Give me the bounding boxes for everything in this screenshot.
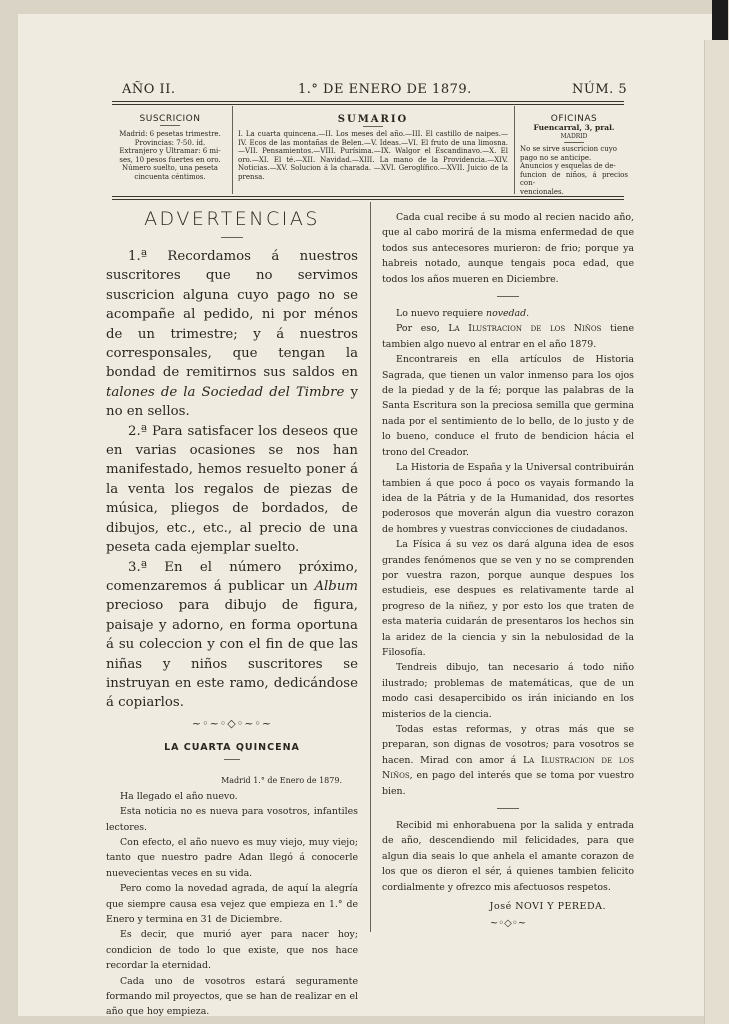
advertencia-text: Para satisfacer los deseos que en varias ocasiones se nos han manifestado, hemos resuelto poner á la venta los regalos de piezas de música, pliegos de bordados, de dibujos, etc., etc., al precio de una peseta cada ejemplar suelto. [106, 423, 358, 556]
advertencias-body [106, 247, 358, 713]
italic-run: novedad [486, 308, 527, 320]
publication-name: La Ilustracion de los Niños [448, 323, 602, 335]
oficinas-dash [564, 142, 584, 143]
left-column [106, 204, 358, 1018]
right-body [382, 210, 634, 895]
paragraph: Pero como la novedad agrada, de aquí la alegría que siempre causa esa vejez que empieza en 1.° de Enero y termina en 31 de Diciembre. [106, 883, 358, 925]
paragraph: Es decir, que murió ayer para nacer hoy; condicion de todo lo que existe, que nos hace recordar la eternidad. [106, 929, 358, 972]
oficinas-lines [520, 145, 628, 196]
suscricion-line: Madrid: 6 pesetas trimestre. [119, 130, 221, 138]
suscricion-lines [112, 130, 228, 181]
paragraph: Tendreis dibujo, tan necesario á todo niño ilustrado; problemas de matemáticas, que de un modo casi desapercibido os irán iniciando en los misterios de la ciencia. [382, 662, 634, 720]
paragraph [382, 722, 634, 799]
header-rule-bottom-thin [112, 199, 624, 200]
sumario-title: SUMARIO [337, 114, 409, 125]
text-run: , en pago del interés que se toma por vuestro bien. [382, 770, 634, 797]
signature: José NOVI Y PEREDA. [489, 901, 606, 913]
text-run: . [526, 308, 530, 320]
suscricion-line: Provincias: 7·50. íd. [134, 138, 206, 147]
paragraph [382, 321, 634, 352]
paragraph: La Física á su vez os dará alguna idea de esos grandes fenómenos que se ven y no se comprenden por vuestra razon, porque aunque despues los estudieis, ese despues es relativamente tarde al progreso de la niñez, y por esto los que traten de esta materia cuidarán de presentaros los hechos sin la aridez de la ciencia y sin la nebulosidad de la Filosofía. [382, 539, 634, 658]
suscricion-line: Extranjero y Ultramar: 6 mi- [119, 147, 221, 155]
oficinas-title: OFICINAS [550, 114, 598, 124]
advertencias-title: ADVERTENCIAS [144, 208, 320, 230]
suscricion-line: Número suelto, una peseta [122, 164, 218, 172]
paragraph: Ha llegado el año nuevo. [120, 790, 238, 802]
column-rule [370, 202, 371, 932]
section-dash [497, 296, 519, 297]
advertencia-1 [106, 247, 358, 422]
text-run: tiene tambien algo nuevo al entrar en el año 1879. [382, 323, 634, 350]
ornament-divider: ~◦~◦◇◦~◦~ [191, 716, 273, 730]
oficinas-line: vencionales. [520, 187, 564, 196]
quincena-dateline: Madrid 1.° de Enero de 1879. [221, 775, 342, 785]
ornament-divider: ~◦◇◦~ [489, 918, 527, 930]
right-column [382, 210, 634, 932]
box-separator [514, 106, 515, 194]
sumario-dash [363, 126, 383, 127]
oficinas-city: MADRID [560, 132, 588, 140]
suscricion-title: SUSCRICION [139, 114, 201, 124]
suscricion-dash [160, 125, 180, 126]
paragraph: Esta noticia no es nueva para vosotros, infantiles lectores. [106, 806, 358, 833]
masthead-date: 1.° DE ENERO DE 1879. [298, 82, 472, 97]
advertencia-italic: Album [314, 578, 358, 594]
masthead-year: AÑO II. [122, 82, 176, 97]
masthead-rule-top [112, 101, 624, 102]
paragraph: Cada uno de vosotros estará seguramente formando mil proyectos, que se han de realizar en el año que hoy empieza. [106, 975, 358, 1018]
advertencia-text: y no en sellos. [106, 384, 358, 420]
advertencias-dash [221, 237, 243, 238]
quincena-dash [224, 759, 240, 760]
header-rule-bottom [112, 196, 624, 197]
quincena-body [106, 789, 358, 1020]
text-run: Todas estas reformas, y otras más que se preparan, son dignas de vosotros; para vosotros se hacen. Mirad con amor á [382, 724, 634, 766]
section-dash [497, 808, 519, 809]
oficinas-line: Anuncios y esquelas de de- [520, 162, 616, 170]
text-run: Lo nuevo requiere [396, 308, 487, 320]
advertencia-text: precioso para dibujo de figura, paisaje y adorno, en forma oportuna á su coleccion y con el fin de que las niñas y niños suscritores se instruyan en este ramo, dedicándose á copiarlos. [106, 598, 358, 711]
masthead-rule-top-thin [112, 104, 624, 105]
quincena-title: LA CUARTA QUINCENA [164, 741, 300, 753]
box-separator [232, 106, 233, 194]
advertencia-2 [106, 422, 358, 558]
suscricion-line: cincuenta céntimos. [134, 172, 206, 181]
sumario-box [238, 106, 508, 194]
oficinas-line: pago no se anticipe. [520, 153, 592, 162]
advertencia-text: Recordamos á nuestros suscritores que no servimos suscricion alguna cuyo pago no se acompañe al pedido, ni por ménos de un trimestre; y á nuestros corresponsales, que tengan la bondad de remitirnos sus saldos en [106, 249, 358, 381]
advertencia-3 [106, 558, 358, 713]
suscricion-line: ses, 10 pesos fuertes en oro. [119, 155, 221, 164]
page-edge-strip [704, 40, 729, 1024]
paragraph: Recibid mi enhorabuena por la salida y entrada de año, descendiendo mil felicidades, para que algun dia seais lo que anhela el amante corazon de los que os dieron el sér, á quienes tambien felicito cordialmente y ofrezco mis afectuosos respetos. [382, 820, 634, 893]
publication-name: La Ilustracion de los Niños [382, 754, 635, 782]
paragraph: La Historia de España y la Universal contribuirán tambien á que poco á poco os vayais formando la idea de la Pátria y de la Humanidad, dos resortes poderosos que moverán algun dia vuestro corazon de hombres y vuestras convicciones de ciudadanos. [382, 462, 634, 535]
oficinas-line: No se sirve suscricion cuyo [520, 145, 617, 153]
paragraph: Cada cual recibe á su modo al recien nacido año, que al cabo morirá de la misma enfermedad de que todos sus antecesores murieron: de frio; porque ya habreis notado, aunque tengais poca edad, que todos los años mueren en Diciembre. [382, 212, 634, 285]
sumario-text: I. La cuarta quincena.—II. Los meses del año.—III. El castillo de naipes.—IV. Ecos de las montañas de Belen.—V. Ideas.—VI. El fruto de una limosna.—VII. Pensamientos.—VIII. Purísima.—IX. Walgor el Escandinavo.—X. El oro.—XI. El té.—XII. Navidad.—XIII. La mano de la Providencia.—XIV. Noticias.—XV. Solucion á la charada. —XVI. Geroglífico.—XVII. Juicio de la prensa. [238, 130, 508, 181]
paragraph: Encontrareis en ella artículos de Historia Sagrada, que tienen un valor inmenso para los ojos de la piedad y de la fé; porque las palabras de la Santa Escritura son la preciosa semilla que germina nada por el sentimiento de lo bello, de lo justo y de lo bueno, conduce el fruto de bendicion hácia el trono del Creador. [382, 354, 634, 458]
paragraph [382, 306, 634, 321]
oficinas-line: funcion de niños, á precios con- [520, 170, 628, 187]
paragraph: Con efecto, el año nuevo es muy viejo, muy viejo; tanto que nuestro padre Adan llegó á conocerle nuevecientas veces en su vida. [106, 836, 358, 879]
binding-corner [712, 0, 728, 40]
text-run: Por eso, [396, 323, 449, 335]
advertencia-num: 2.ª [128, 423, 148, 439]
advertencia-num: 3.ª [128, 559, 148, 575]
advertencia-num: 1.ª [128, 249, 148, 264]
masthead-number: NÚM. 5 [572, 82, 628, 97]
oficinas-box [520, 106, 628, 194]
suscricion-box [112, 106, 228, 194]
advertencia-italic: talones de la Sociedad del Timbre [106, 384, 345, 400]
oficinas-address: Fuencarral, 3, pral. [533, 123, 615, 132]
advertencia-text: En el número próximo, comenzaremos á publicar un [106, 559, 358, 594]
